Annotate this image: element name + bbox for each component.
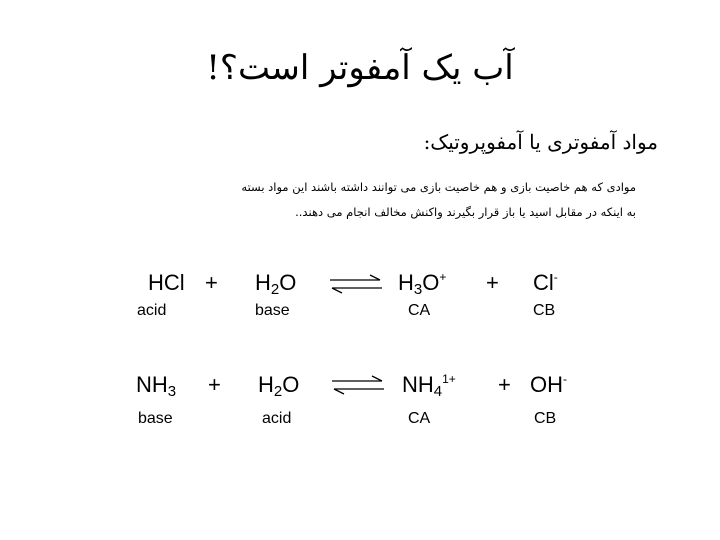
role-label: CA bbox=[408, 302, 431, 319]
reactant-water bbox=[258, 372, 299, 398]
page-title: آب یک آمفوتر است؟! bbox=[206, 48, 514, 88]
product-chloride bbox=[533, 270, 558, 296]
superscript: 1+ bbox=[442, 372, 456, 386]
formula-text: HCl bbox=[148, 270, 185, 295]
role-label: CA bbox=[408, 410, 431, 427]
formula-text: H bbox=[398, 270, 414, 295]
product-hydronium bbox=[398, 270, 446, 296]
product-hydroxide bbox=[530, 372, 567, 398]
formula-text: H bbox=[258, 372, 274, 397]
equilibrium-arrow-icon bbox=[330, 373, 386, 397]
product-ammonium bbox=[402, 372, 456, 398]
reactant-ammonia bbox=[136, 372, 176, 398]
subtitle: مواد آمفوتری یا آمفوپروتیک: bbox=[423, 130, 658, 154]
subscript: 3 bbox=[167, 383, 177, 400]
subscript: 2 bbox=[270, 281, 280, 298]
superscript: - bbox=[553, 270, 558, 284]
subscript: 3 bbox=[413, 281, 423, 298]
role-label: base bbox=[138, 410, 173, 427]
formula-text: O bbox=[279, 270, 297, 295]
role-label: CB bbox=[533, 302, 556, 319]
plus-sign: + bbox=[208, 372, 221, 397]
formula-text: OH bbox=[530, 372, 563, 397]
formula-text: NH bbox=[136, 372, 168, 397]
subscript: 4 bbox=[433, 383, 443, 400]
role-label: acid bbox=[262, 410, 292, 427]
superscript: + bbox=[439, 270, 447, 284]
plus-sign: + bbox=[486, 270, 499, 295]
reactant-hcl bbox=[148, 270, 185, 296]
subscript: 2 bbox=[273, 383, 283, 400]
formula-text: Cl bbox=[533, 270, 554, 295]
paragraph-line-2: به اینکه در مقابل اسید یا باز قرار بگیرند واکنش مخالف انجام می دهند.. bbox=[295, 205, 636, 219]
role-label: base bbox=[255, 302, 290, 319]
formula-text: H bbox=[255, 270, 271, 295]
role-label: CB bbox=[534, 410, 557, 427]
paragraph-line-1: موادی که هم خاصیت بازی و هم خاصیت بازی می توانند داشته باشند این مواد بسته bbox=[241, 180, 636, 194]
formula-text: O bbox=[282, 372, 300, 397]
reactant-water bbox=[255, 270, 296, 296]
role-label: acid bbox=[137, 302, 167, 319]
equilibrium-arrow-icon bbox=[328, 272, 384, 296]
plus-sign: + bbox=[498, 372, 511, 397]
plus-sign: + bbox=[205, 270, 218, 295]
superscript: - bbox=[563, 372, 567, 386]
formula-text: NH bbox=[402, 372, 434, 397]
formula-text: O bbox=[422, 270, 440, 295]
